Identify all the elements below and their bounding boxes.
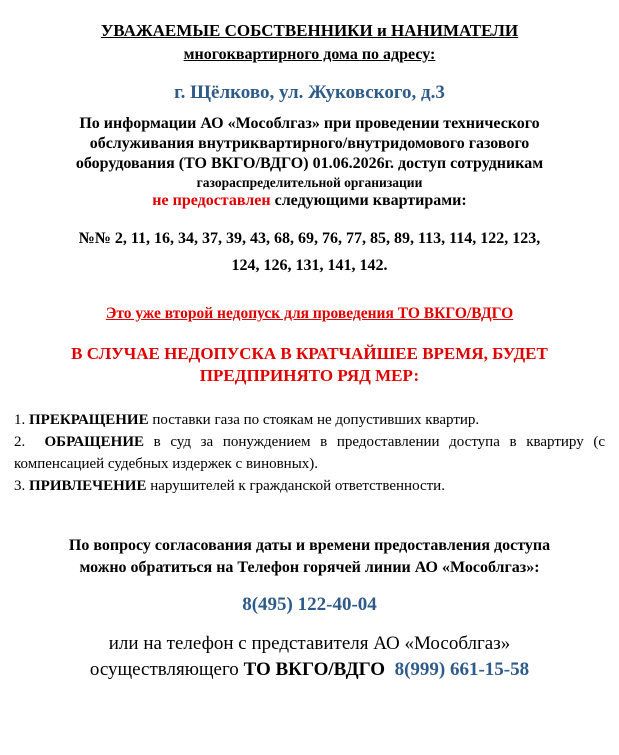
- not-provided-text: не предоставлен: [152, 192, 271, 209]
- contact-line-1: По вопросу согласования даты и времени предоставления доступа: [68, 537, 551, 554]
- header-title: УВАЖАЕМЫЕ СОБСТВЕННИКИ и НАНИМАТЕЛИ: [100, 21, 519, 40]
- representative-line-2: [14, 657, 605, 683]
- measure-item-1: [14, 409, 605, 431]
- info-line-2: обслуживания внутриквартирного/внутридомового газового: [89, 135, 530, 152]
- second-notice: Это уже второй недопуск для проведения ТО ВКГО/ВДГО: [105, 305, 514, 322]
- warning-line-1: В СЛУЧАЕ НЕДОПУСКА В КРАТЧАЙШЕЕ ВРЕМЯ, БУДЕТ: [71, 344, 548, 363]
- warning-heading: [14, 343, 605, 387]
- info-line-3: оборудования (ТО ВКГО/ВДГО) 01.06.2026г. доступ сотрудникам: [75, 155, 544, 172]
- measure-number: 2.: [14, 434, 45, 450]
- measure-keyword: ПРЕКРАЩЕНИЕ: [29, 412, 149, 428]
- measures-list: [14, 409, 605, 497]
- measure-text: в суд за понуждением в предоставлении доступа в квартиру (с компенсацией судебных издержек с виновных).: [14, 434, 606, 472]
- apartment-list: [14, 225, 605, 279]
- warning-line-2: ПРЕДПРИНЯТО РЯД МЕР:: [199, 366, 420, 385]
- measure-text: поставки газа по стоякам не допустивших квартир.: [148, 412, 480, 428]
- measure-item-2: [14, 431, 605, 475]
- measure-keyword: ПРИВЛЕЧЕНИЕ: [29, 478, 147, 494]
- info-line-5-rest: следующими квартирами:: [270, 192, 467, 209]
- representative-service: ТО ВКГО/ВДГО: [243, 659, 386, 680]
- measure-number: 3.: [14, 478, 29, 494]
- hotline-phone: 8(495) 122-40-04: [242, 594, 377, 615]
- measure-keyword: ОБРАЩЕНИЕ: [44, 434, 144, 450]
- info-line-4: газораспределительной организации: [196, 175, 423, 190]
- representative-paragraph: [14, 631, 605, 683]
- measure-item-3: [14, 475, 605, 497]
- address: г. Щёлково, ул. Жуковского, д.3: [174, 82, 445, 103]
- info-line-1: По информации АО «Мособлгаз» при проведении технического: [79, 115, 540, 132]
- representative-line-1: или на телефон с представителя АО «Мособлгаз»: [108, 633, 511, 654]
- header-subtitle: многоквартирного дома по адресу:: [183, 46, 436, 63]
- info-paragraph: [14, 114, 605, 211]
- measure-number: 1.: [14, 412, 29, 428]
- apartment-list-line-2: 124, 126, 131, 141, 142.: [231, 257, 388, 274]
- measure-text: нарушителей к гражданской ответственности.: [146, 478, 445, 494]
- representative-phone: 8(999) 661-15-58: [394, 659, 530, 680]
- apartment-list-line-1: №№ 2, 11, 16, 34, 37, 39, 43, 68, 69, 76, 77, 85, 89, 113, 114, 122, 123,: [78, 230, 541, 247]
- representative-prefix: осуществляющего: [89, 659, 244, 680]
- info-line-5: [14, 191, 605, 211]
- contact-paragraph: [14, 535, 605, 579]
- contact-line-2: можно обратиться на Телефон горячей линии АО «Мособлгаз»:: [79, 559, 540, 576]
